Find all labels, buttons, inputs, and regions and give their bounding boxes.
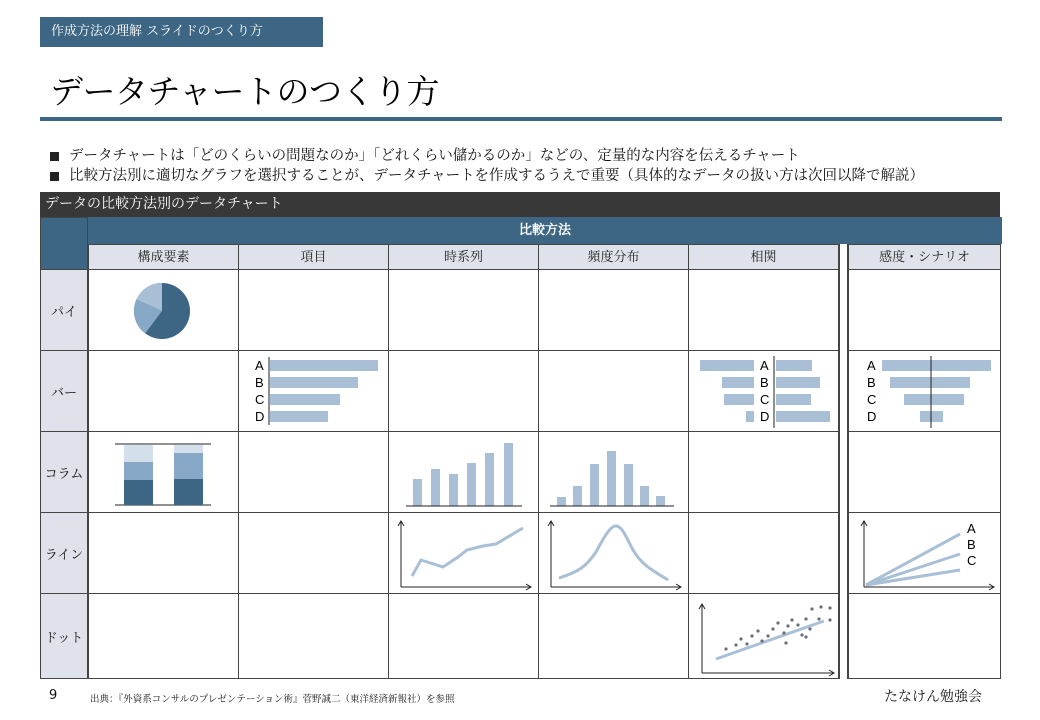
- source-citation: 出典：『外資系コンサルのプレゼンテーション術』菅野誠二（東洋経済新報社）を参照: [90, 694, 455, 705]
- matrix-cell: [688, 512, 839, 594]
- matrix-cell: [538, 269, 689, 351]
- scatter-points: [724, 605, 831, 650]
- bar: [724, 394, 754, 405]
- row-label: バー: [40, 350, 88, 432]
- bullet-square-icon: [50, 152, 59, 161]
- column: [504, 443, 513, 506]
- tornado-bar-chart-icon: [848, 350, 1001, 432]
- matrix-cell: [88, 593, 239, 679]
- bar-label: D: [255, 409, 265, 424]
- column-segment: [124, 480, 153, 505]
- bar: [700, 360, 754, 371]
- bar-label: A: [867, 358, 876, 373]
- matrix-cell: [88, 350, 239, 432]
- column-header: 時系列: [388, 244, 539, 270]
- matrix-cell: [238, 269, 389, 351]
- chart-type-matrix: [40, 217, 1002, 679]
- stacked-column-chart-icon: [88, 431, 239, 513]
- line-chart-icon: [388, 512, 539, 594]
- column: [656, 496, 665, 506]
- organization-name: たなけん勉強会: [884, 689, 982, 705]
- bar: [776, 377, 820, 388]
- column: [573, 486, 582, 506]
- bar: [270, 411, 328, 422]
- bar-label: C: [255, 392, 265, 407]
- column-header: 構成要素: [88, 244, 239, 270]
- matrix-corner: [40, 217, 88, 270]
- matrix-cell: [88, 512, 239, 594]
- column: [431, 469, 440, 506]
- comparison-header: 比較方法: [88, 217, 1002, 244]
- matrix-cell: [538, 350, 689, 432]
- title-divider: [40, 117, 1002, 121]
- matrix-cell: [388, 350, 539, 432]
- bullet-item: [50, 166, 924, 186]
- row-label: パイ: [40, 269, 88, 351]
- bar: [270, 394, 340, 405]
- bar-label: D: [867, 409, 877, 424]
- bar: [270, 377, 358, 388]
- scatter-chart-icon: [688, 593, 839, 679]
- matrix-cell: [238, 431, 389, 513]
- bullet-text: 比較方法別に適切なグラフを選択することが、データチャートを作成するうえで重要（具体的なデータの扱い方は次回以降で解説）: [69, 168, 925, 184]
- column-segment: [174, 445, 203, 453]
- bar-label: B: [255, 375, 264, 390]
- column: [590, 464, 599, 506]
- line-label: B: [967, 537, 976, 552]
- matrix-cell: [538, 593, 689, 679]
- line-label: C: [967, 553, 977, 568]
- bar-label: C: [760, 392, 770, 407]
- row-label: ライン: [40, 512, 88, 594]
- matrix-cell: [238, 512, 389, 594]
- matrix-cell: [848, 593, 1001, 679]
- section-tag: 作成方法の理解 スライドのつくり方: [40, 17, 323, 47]
- column-gap: [839, 244, 848, 679]
- column: [467, 463, 476, 506]
- matrix-cell: [848, 269, 1001, 351]
- bullet-list: [50, 146, 924, 186]
- bar-label: B: [867, 375, 876, 390]
- distribution-curve-icon: [538, 512, 689, 594]
- column-header: 感度・シナリオ: [848, 244, 1001, 270]
- bar: [746, 411, 754, 422]
- bar: [722, 377, 754, 388]
- table-caption: データの比較方法別のデータチャート: [40, 192, 1000, 217]
- bar: [270, 360, 378, 371]
- bar: [776, 360, 812, 371]
- column-header: 項目: [238, 244, 389, 270]
- matrix-cell: [848, 431, 1001, 513]
- column-segment: [124, 445, 153, 462]
- column: [449, 474, 458, 506]
- bar-label: A: [255, 358, 264, 373]
- bar-label: B: [760, 375, 769, 390]
- multi-line-chart-icon: [848, 512, 1001, 594]
- trend-line: [716, 621, 824, 659]
- bar: [890, 377, 970, 388]
- column-chart-icon: [388, 431, 539, 513]
- butterfly-bar-chart-icon: [688, 350, 839, 432]
- column-segment: [124, 462, 153, 480]
- matrix-cell: [388, 269, 539, 351]
- pie-chart-icon: [88, 269, 239, 351]
- row-label: コラム: [40, 431, 88, 513]
- bar: [776, 411, 830, 422]
- column-segment: [174, 479, 203, 505]
- bar-chart-icon: [238, 350, 389, 432]
- page-number: 9: [49, 688, 58, 703]
- column: [557, 497, 566, 506]
- bullet-item: [50, 146, 924, 166]
- matrix-cell: [688, 431, 839, 513]
- column-segment: [174, 453, 203, 479]
- line-series: [559, 526, 668, 580]
- column-header: 頻度分布: [538, 244, 689, 270]
- matrix-cell: [238, 593, 389, 679]
- column: [607, 451, 616, 506]
- bar: [904, 394, 964, 405]
- matrix-cell: [388, 593, 539, 679]
- column: [413, 479, 422, 506]
- histogram-chart-icon: [538, 431, 689, 513]
- bar-label: D: [760, 409, 770, 424]
- row-label: ドット: [40, 593, 88, 679]
- matrix-cell: [688, 269, 839, 351]
- bar-label: A: [760, 358, 769, 373]
- bullet-text: データチャートは「どのくらいの問題なのか」「どれくらい儲かるのか」などの、定量的な内容を伝えるチャート: [69, 148, 800, 164]
- bullet-square-icon: [50, 172, 59, 181]
- column-header: 相関: [688, 244, 839, 270]
- bar-label: C: [867, 392, 877, 407]
- line-series: [412, 528, 523, 576]
- line-label: A: [967, 521, 976, 536]
- bar: [776, 394, 811, 405]
- bar: [882, 360, 991, 371]
- column: [624, 464, 633, 506]
- column: [640, 486, 649, 506]
- slide-title: データチャートのつくり方: [50, 72, 440, 111]
- column: [485, 453, 494, 506]
